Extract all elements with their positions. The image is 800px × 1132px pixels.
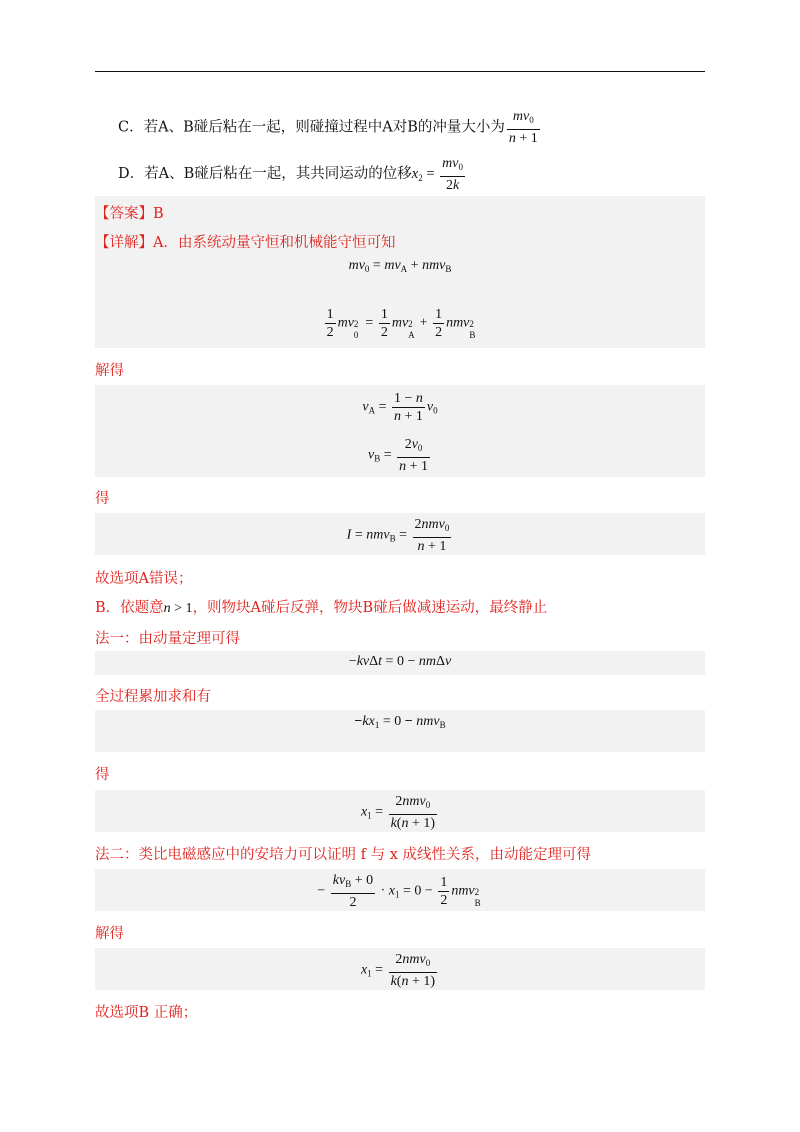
text-conclusion-b: 故选项B 正确； — [95, 1005, 198, 1021]
eq-va: $v_A$ = $\frac{1 - n}{n + 1}$ $v_0$ — [362, 391, 438, 424]
text-method2: 法二：类比电磁感应中的安培力可以证明 f 与 x 成线性关系，由动能定理可得 — [95, 847, 591, 863]
detail-label: 【详解】A．由系统动量守恒和机械能守恒可知 — [95, 235, 396, 251]
eq-x1-method2: $x_1$ = $\frac{2nmv_0}{k(n + 1)}$ — [360, 952, 436, 989]
eq-work-energy: − $\frac{kv_B + 0}{2}$ · $x_1 = 0$ − $\frac{1}{2}$ nmv 2 B — [317, 873, 481, 910]
eq-impulse-theorem: −kvΔt = 0 − nmΔv — [348, 654, 452, 669]
option-c-formula: $\frac{mv_0}{n + 1}$ — [508, 109, 538, 146]
eq-vb: $v_B$ = $\frac{2v_0}{n + 1}$ — [367, 437, 429, 474]
answer-label: 【答案】B — [95, 206, 164, 222]
text-b-intro — [95, 596, 547, 617]
option-c-text: C．若A、B碰后粘在一起，则碰撞过程中A对B的冲量大小为 — [118, 119, 505, 136]
eq-sum: $-kx_1 = 0 - nmv_B$ — [354, 714, 446, 730]
text-b-intro-post: ，则物块A碰后反弹，物块B碰后做减速运动，最终静止 — [192, 600, 548, 616]
text-de-2: 得 — [95, 767, 110, 783]
text-jiede-2: 解得 — [95, 926, 124, 942]
option-c — [118, 108, 540, 147]
formula-n-greater-1: n > 1 — [163, 601, 193, 616]
option-d-text: D．若A、B碰后粘在一起，其共同运动的位移 — [118, 165, 412, 182]
text-de-1: 得 — [95, 491, 110, 507]
text-b-intro-pre: B．依题意 — [95, 600, 164, 616]
text-jiede-1: 解得 — [95, 363, 124, 379]
eq-impulse: I = nmv$_B$ = $\frac{2nmv_0}{n + 1}$ — [346, 517, 450, 554]
header-rule — [95, 71, 705, 72]
text-sum: 全过程累加求和有 — [95, 689, 211, 705]
eq-x1-method1: $x_1$ = $\frac{2nmv_0}{k(n + 1)}$ — [360, 794, 436, 831]
eq-energy-conservation: $\frac{1}{2}$ mv 2 0 = $\frac{1}{2}$ mv 2 A + $\frac{1}{2}$ nmv 2 B — [326, 307, 476, 340]
eq-momentum-conservation: $mv_0 = mv_A + nmv_B$ — [348, 258, 452, 274]
option-d — [118, 155, 465, 194]
text-method1: 法一：由动量定理可得 — [95, 631, 240, 647]
text-conclusion-a: 故选项A错误； — [95, 571, 193, 587]
option-d-formula: $x_2$ = $\frac{mv_0}{2k}$ — [411, 156, 463, 193]
